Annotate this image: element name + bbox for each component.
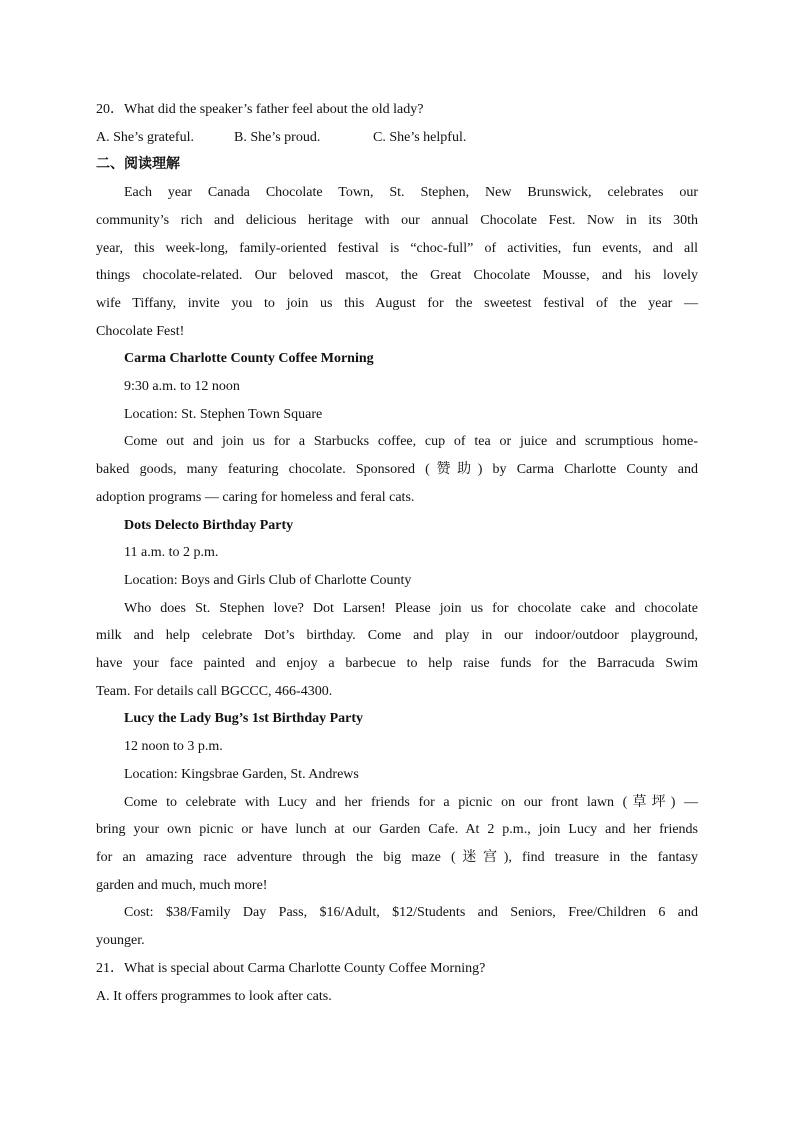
section-title: 二、阅读理解: [96, 156, 180, 173]
event-desc-line: Who does St. Stephen love? Dot Larsen! Please join us for chocolate cake and chocolate: [124, 600, 698, 616]
event-desc-line: Come to celebrate with Lucy and her friends for a picnic on our front lawn (草坪) —: [124, 794, 698, 810]
event-location: Location: Boys and Girls Club of Charlotte County: [124, 572, 412, 588]
option-a: A. She’s grateful.: [96, 129, 194, 145]
event-title: Carma Charlotte County Coffee Morning: [124, 351, 374, 367]
event-desc-line: have your face painted and enjoy a barbecue to help raise funds for the Barracuda Swim: [96, 656, 698, 672]
event-cost-line: younger.: [96, 933, 145, 949]
event-coffee-morning: [96, 345, 698, 511]
option-c: C. She’s helpful.: [373, 129, 467, 145]
event-desc-line: Team. For details call BGCCC, 466-4300.: [96, 683, 333, 699]
event-title: Dots Delecto Birthday Party: [124, 517, 294, 533]
intro-line: things chocolate-related. Our beloved mascot, the Great Chocolate Mousse, and his lovely: [96, 268, 698, 284]
event-location: Location: Kingsbrae Garden, St. Andrews: [124, 766, 359, 782]
intro-paragraph: [96, 179, 698, 345]
event-desc-line: Come out and join us for a Starbucks coffee, cup of tea or juice and scrumptious home-: [124, 434, 698, 450]
event-desc-line: garden and much, much more!: [96, 877, 268, 893]
event-lady-bug-party: [96, 705, 698, 954]
intro-line: Each year Canada Chocolate Town, St. Stephen, New Brunswick, celebrates our: [124, 185, 698, 201]
option-b: B. She’s proud.: [234, 129, 321, 145]
intro-line: wife Tiffany, invite you to join us this August for the sweetest festival of the year —: [96, 295, 698, 311]
event-location: Location: St. Stephen Town Square: [124, 406, 323, 422]
event-desc-line: for an amazing race adventure through the big maze (迷宫), find treasure in the fantasy: [96, 849, 698, 865]
event-desc-line: baked goods, many featuring chocolate. Sponsored (赞助) by Carma Charlotte County and: [96, 462, 698, 478]
event-time: 11 a.m. to 2 p.m.: [124, 545, 219, 561]
intro-line: community’s rich and delicious heritage with our annual Chocolate Fest. Now in its 30th: [96, 212, 698, 228]
question-20: 20．What did the speaker’s father feel about the old lady?: [96, 102, 424, 117]
question-21-option-a: A. It offers programmes to look after cats.: [96, 988, 332, 1004]
event-time: 12 noon to 3 p.m.: [124, 739, 223, 755]
event-time: 9:30 a.m. to 12 noon: [124, 379, 240, 395]
intro-line: year, this week-long, family-oriented festival is “choc-full” of activities, fun events, and all: [96, 240, 698, 256]
intro-line: Chocolate Fest!: [96, 323, 185, 339]
question-21: 21．What is special about Carma Charlotte County Coffee Morning?: [96, 960, 486, 976]
event-birthday-party: [96, 512, 698, 706]
event-desc-line: bring your own picnic or have lunch at our Garden Cafe. At 2 p.m., join Lucy and her friends: [96, 822, 698, 838]
event-desc-line: milk and help celebrate Dot’s birthday. Come and play in our indoor/outdoor playground,: [96, 628, 698, 644]
event-desc-line: adoption programs — caring for homeless and feral cats.: [96, 489, 415, 505]
event-cost-line: Cost: $38/Family Day Pass, $16/Adult, $12/Students and Seniors, Free/Children 6 and: [124, 905, 698, 921]
event-title: Lucy the Lady Bug’s 1st Birthday Party: [124, 711, 364, 727]
question-20-options: [96, 124, 698, 152]
exam-page: [96, 96, 698, 1010]
